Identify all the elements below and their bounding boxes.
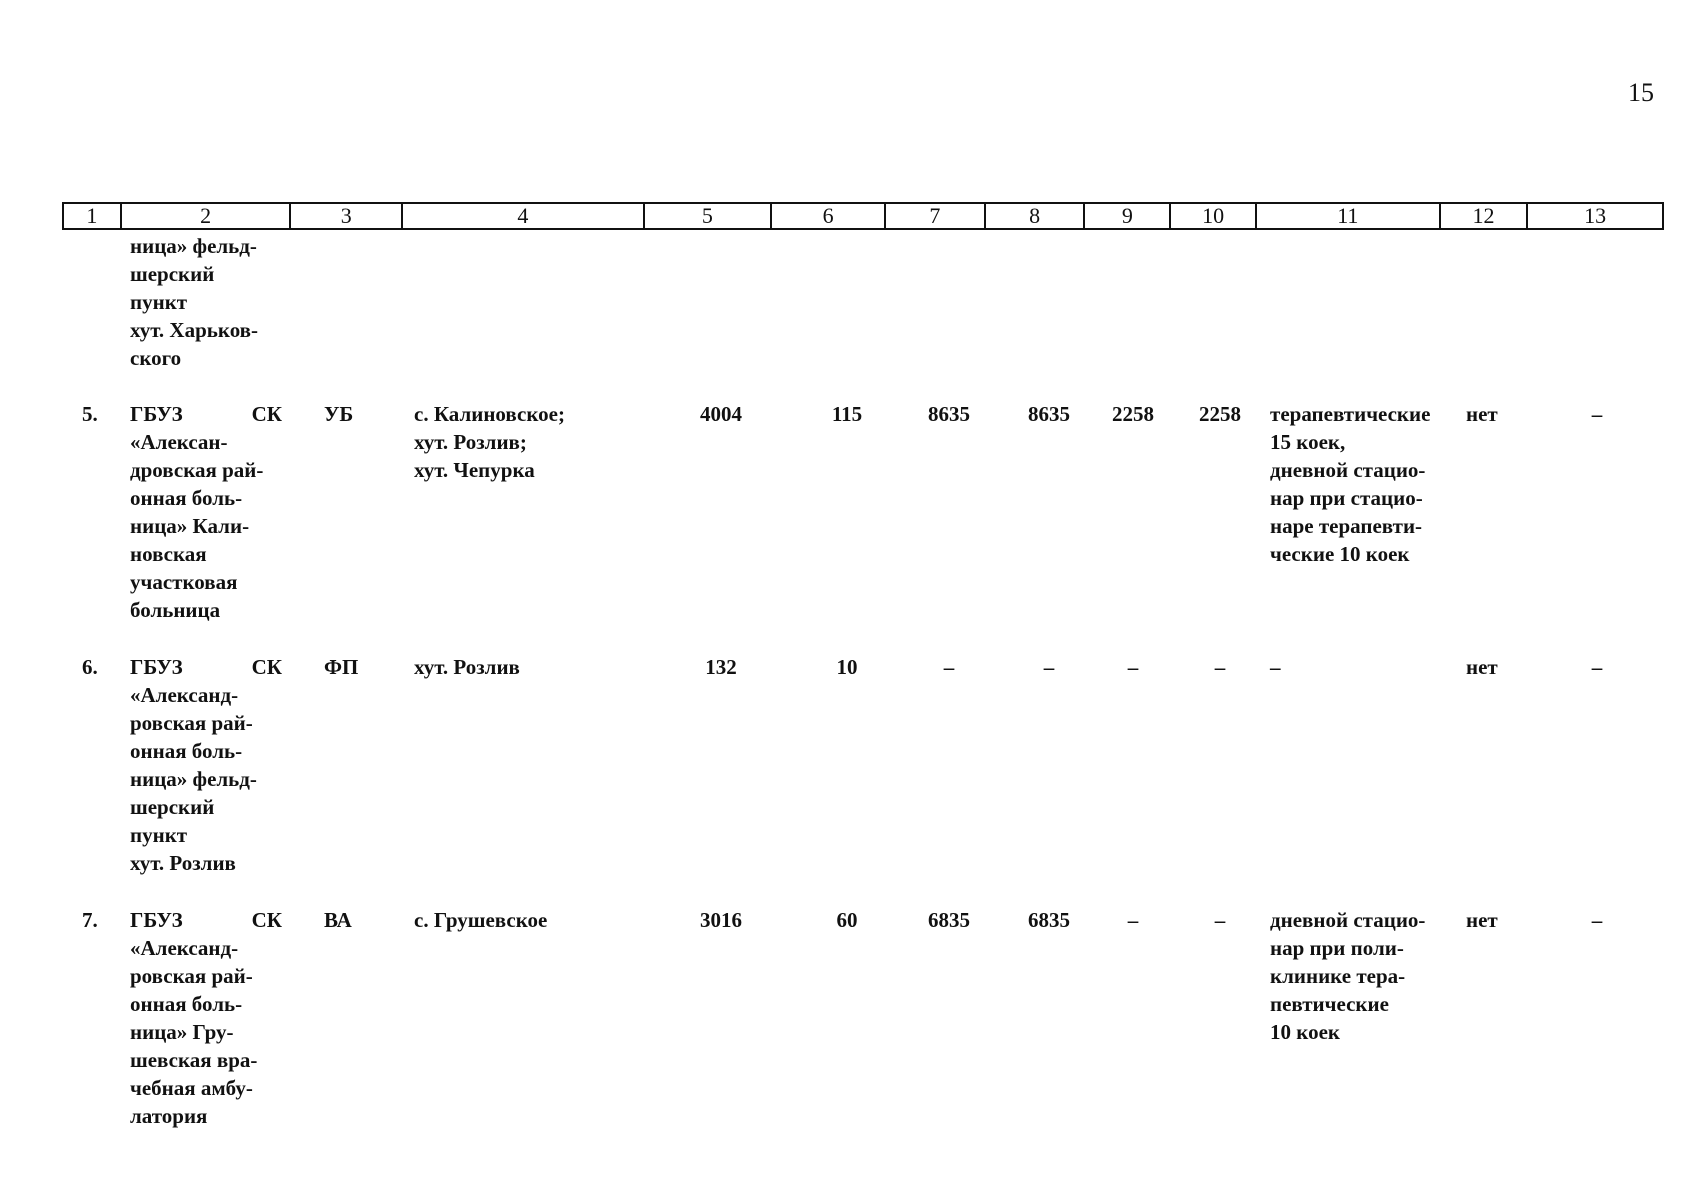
col-9-value: – [1127, 655, 1139, 679]
col-12-value: нет [1466, 655, 1498, 679]
header-col-10: 10 [1171, 204, 1257, 228]
facility-name: ница» фельд- шерский пункт хут. Харьков- ского [130, 234, 259, 370]
facility-type: УБ [324, 402, 354, 426]
header-col-13: 13 [1584, 203, 1607, 228]
header-col-4: 4 [403, 204, 644, 228]
col-6-value: 60 [836, 908, 858, 932]
header-col-6: 6 [772, 204, 886, 228]
col-12-value: нет [1466, 908, 1498, 932]
col-11-beds: – [1270, 655, 1281, 679]
col-8-value: 8635 [1028, 402, 1070, 426]
table-header [62, 202, 1664, 230]
col-8-value: – [1043, 655, 1055, 679]
col-5-value: 3016 [700, 908, 742, 932]
facility-location: хут. Розлив [414, 655, 520, 679]
col-6-value: 10 [836, 655, 858, 679]
row-number: 5. [82, 402, 98, 426]
facility-location: с. Калиновское; хут. Розлив; хут. Чепурка [414, 402, 565, 482]
header-col-12: 12 [1441, 204, 1529, 228]
row-number: 7. [82, 908, 98, 932]
col-6-value: 115 [831, 402, 863, 426]
col-10-value: – [1214, 655, 1226, 679]
header-col-8: 8 [986, 204, 1086, 228]
col-5-value: 132 [705, 655, 737, 679]
facility-type: ВА [324, 908, 352, 932]
facility-name: ГБУЗ СК «Алексан- дровская рай- онная боль- ница» Кали- новская участковая больница [130, 402, 282, 622]
facility-name: ГБУЗ СК «Александ- ровская рай- онная боль- ница» фельд- шерский пункт хут. Розлив [130, 655, 282, 875]
facility-type: ФП [324, 655, 359, 679]
col-12-value: нет [1466, 402, 1498, 426]
facility-location: с. Грушевское [414, 908, 548, 932]
col-5-value: 4004 [700, 402, 742, 426]
col-13-value: – [1591, 908, 1603, 932]
col-11-beds: терапевтические 15 коек, дневной стацио- нар при стацио- наре терапевти- ческие 10 коек [1270, 402, 1431, 566]
header-col-7: 7 [886, 204, 986, 228]
header-col-5: 5 [645, 204, 773, 228]
col-7-value: 8635 [928, 402, 970, 426]
col-10-value: 2258 [1199, 402, 1241, 426]
col-7-value: – [943, 655, 955, 679]
header-col-9: 9 [1085, 204, 1171, 228]
facility-name: ГБУЗ СК «Александ- ровская рай- онная боль- ница» Гру- шевская вра- чебная амбу- латория [130, 908, 282, 1128]
col-8-value: 6835 [1028, 908, 1070, 932]
col-7-value: 6835 [928, 908, 970, 932]
page-number: 15 [1628, 78, 1654, 107]
col-13-value: – [1591, 655, 1603, 679]
header-col-3: 3 [291, 204, 403, 228]
header-col-11: 11 [1257, 204, 1441, 228]
row-number: 6. [82, 655, 98, 679]
col-13-value: – [1591, 402, 1603, 426]
col-10-value: – [1214, 908, 1226, 932]
col-11-beds: дневной стацио- нар при поли- клинике тера- певтические 10 коек [1270, 908, 1426, 1044]
header-col-2: 2 [122, 204, 292, 228]
col-9-value: – [1127, 908, 1139, 932]
header-col-1: 1 [64, 204, 122, 228]
col-9-value: 2258 [1112, 402, 1154, 426]
